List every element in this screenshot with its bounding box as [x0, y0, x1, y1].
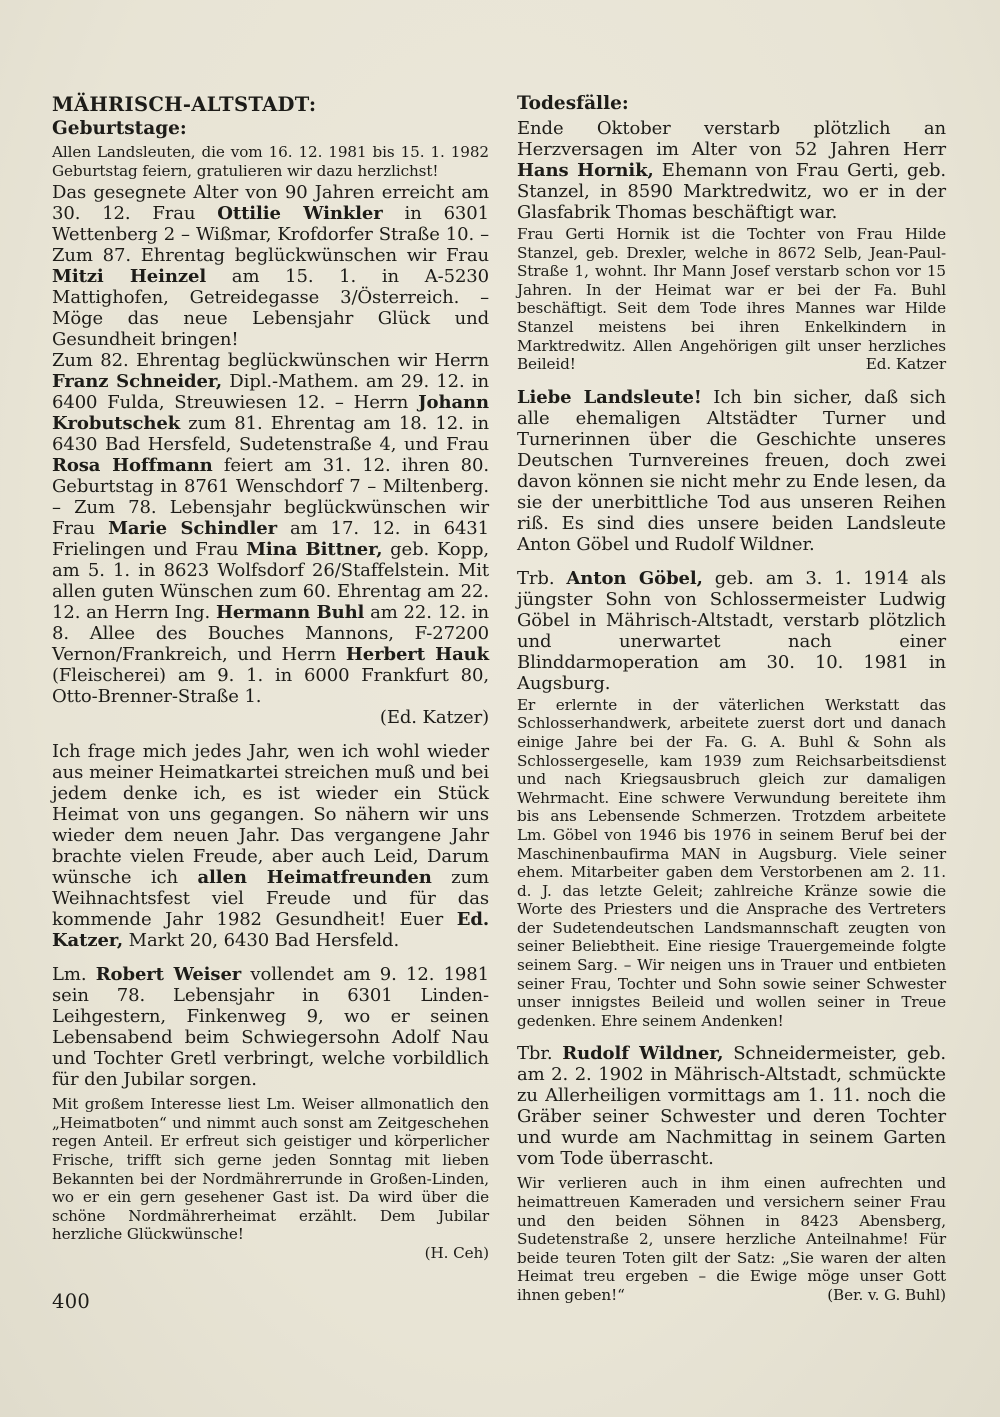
- text-run: Das gesegnete Alter von 90 Jahren erreicht am 30. 12. Frau: [52, 182, 489, 225]
- text-run: (Fleischerei) am 9. 1. in 6000 Frankfurt 80, Otto-Brenner-Straße 1.: [52, 665, 489, 708]
- paragraph-year-reflection: [52, 741, 489, 951]
- bold-name-text: Johann Krobutschek: [52, 392, 489, 435]
- bold-name-text: Mina Bittner,: [246, 539, 383, 561]
- text-run: Allen Landsleuten, die vom 16. 12. 1981 bis 15. 1. 1982 Geburtstag feiern, gratulieren wir dazu herzlichst!: [52, 143, 489, 180]
- paragraph-wildner-detail: [517, 1174, 946, 1304]
- paragraph-hornik-detail: [517, 225, 946, 374]
- text-run: Ich frage mich jedes Jahr, wen ich wohl wieder aus meiner Heimatkartei streichen muß und bei jedem denke ich, es ist wieder ein Stück Heimat von uns gegangen. So nähern wir uns wieder dem neuen Jahr. Das vergangene Jahr brachte vielen Freude, aber auch Leid, Darum wünsche ich: [52, 741, 489, 889]
- paragraph-goebel-detail: [517, 696, 946, 1031]
- inline-signature: Ed. Katzer: [865, 355, 946, 374]
- bold-name-text: Franz Schneider,: [52, 371, 223, 393]
- section-heading-maehrisch-altstadt: MÄHRISCH-ALTSTADT:: [52, 93, 317, 116]
- paragraph-rudolf-wildner: [517, 1043, 946, 1169]
- paragraph-birthdays-1: [52, 182, 489, 350]
- bold-name-text: Ed. Katzer,: [52, 909, 489, 952]
- text-run: Tbr.: [517, 1043, 563, 1065]
- page-number: 400: [52, 1290, 91, 1313]
- bold-name-text: Marie Schindler: [108, 518, 277, 540]
- paragraph-anton-goebel: [517, 568, 946, 694]
- text-run: Schneidermeister, geb. am 2. 2. 1902 in Mährisch-Altstadt, schmückte zu Allerheiligen vormittags am 1. 11. noch die Gräber seiner Schwester und deren Tochter und wurde am Nachmittag in seinem Garten vom Tode überrascht.: [517, 1043, 946, 1170]
- text-run: Trb.: [517, 567, 567, 589]
- text-run: zum Weihnachtsfest viel Freude und für das kommende Jahr 1982 Gesundheit! Euer: [52, 867, 489, 931]
- right-column: [517, 92, 946, 1305]
- text-run: geb. am 3. 1. 1914 als jüngster Sohn von Schlossermeister Ludwig Göbel in Mährisch-Altstadt, verstarb plötzlich und unerwartet nach einer Blinddarmoperation am 30. 10. 1981 in Augsburg.: [517, 567, 946, 694]
- text-run: Er erlernte in der väterlichen Werkstatt das Schlosserhandwerk, arbeitete zuerst dort und danach einige Jahre bei der Fa. G. A. Buhl & Sohn als Schlossergeselle, kam 1939 zum Reichsarbeitsdienst und nach Kriegsausbruch gleich zur damaligen Wehrmacht. Eine schwere Verwundung bereitete ihm bis ans Lebensende Schmerzen. Trotzdem arbeitete Lm. Göbel von 1946 bis 1976 in seinem Beruf bei der Maschinenbaufirma MAN in Augsburg. Viele seiner ehem. Mitarbeiter gaben dem Verstorbenen am 2. 11. d. J. das letzte Geleit; zahlreiche Kränze sowie die Worte des Priesters und die Ansprache des Vertreters der Sudetendeutschen Landsmannschaft zeugten von seiner Beliebtheit. Eine riesige Trauergemeinde folgte seinem Sarg. – Wir neigen uns in Trauer und entbieten seiner Frau, Tochter und Sohn sowie seiner Schwester unser innigstes Beileid und wollen seiner in Treue gedenken. Ehre seinem Andenken!: [517, 695, 946, 1030]
- text-run: am 22. 12. in 8. Allee des Bouches Mannons, F-27200 Vernon/Frankreich, und Herrn: [52, 602, 490, 666]
- bold-name-text: Anton Göbel,: [566, 567, 703, 589]
- paragraph-geburtstage-intro: [52, 143, 489, 180]
- paragraph-hans-hornik: [517, 118, 946, 223]
- text-run: Lm.: [52, 964, 96, 986]
- bold-name-text: Robert Weiser: [95, 964, 242, 986]
- text-run: Dipl.-Mathem. am 29. 12. in 6400 Fulda, Streuwiesen 12. – Herrn: [52, 371, 489, 414]
- text-run: geb. Kopp, am 5. 1. in 8623 Wolfsdorf 26/Staffelstein. Mit allen guten Wünschen zum 60. Ehrentag am 22. 12. an Herrn Ing.: [52, 539, 489, 624]
- bold-name-text: Hans Hornik,: [517, 160, 654, 181]
- bold-name-text: Rudolf Wildner,: [562, 1043, 724, 1065]
- text-run: am 15. 1. in A-5230 Mattighofen, Getreidegasse 3/Österreich. – Möge das neue Lebensjahr Glück und Gesundheit bringen!: [52, 266, 489, 351]
- bold-name-text: Mitzi Heinzel: [52, 266, 207, 288]
- bold-name-text: Ottilie Winkler: [217, 203, 383, 225]
- bold-name-text: Hermann Buhl: [215, 602, 365, 624]
- bold-name-text: Rosa Hoffmann: [52, 455, 213, 477]
- paragraph-birthdays-2: [52, 350, 489, 707]
- text-run: Mit großem Interesse liest Lm. Weiser allmonatlich den „Heimatboten“ und nimmt auch sonst am Zeitgeschehen regen Anteil. Er erfreut sich geistiger und körperlicher Frische, trifft sich gerne jeden Sonntag mit lieben Bekannten bei der Nordmährerrunde in Großen-Linden, wo er ein gern gesehener Gast ist. Da wird über die schöne Nordmährerheimat erzählt. Dem Jubilar herzliche Glückwünsche!: [52, 1095, 489, 1244]
- subheading-geburtstage: Geburtstage:: [52, 118, 187, 139]
- signature-ed-katzer: (Ed. Katzer): [379, 707, 489, 729]
- paragraph-liebe-landsleute: [517, 387, 946, 555]
- left-column: [52, 92, 489, 1305]
- paragraph-robert-weiser: [52, 964, 489, 1090]
- text-run: Ehemann von Frau Gerti, geb. Stanzel, in 8590 Marktredwitz, wo er in der Glasfabrik Thomas beschäftigt war.: [517, 160, 946, 223]
- bold-name-text: Liebe Landsleute!: [517, 386, 702, 408]
- text-run: zum 81. Ehrentag am 18. 12. in 6430 Bad Hersfeld, Sudetenstraße 4, und Frau: [52, 413, 489, 456]
- text-run: in 6301 Wettenberg 2 – Wißmar, Krofdorfer Straße 10. – Zum 87. Ehrentag beglückwünschen wir Frau: [52, 203, 489, 267]
- signature-h-ceh: (H. Ceh): [424, 1243, 489, 1262]
- text-run: Ende Oktober verstarb plötzlich an Herzversagen im Alter von 52 Jahren Herr: [517, 118, 946, 160]
- text-run: Markt 20, 6430 Bad Hersfeld.: [123, 930, 400, 952]
- text-run: feiert am 31. 12. ihren 80. Geburtstag in 8761 Wenschdorf 7 – Miltenberg. – Zum 78. Lebensjahr beglückwünschen wir Frau: [52, 455, 489, 540]
- bold-name-text: Herbert Hauk: [345, 644, 489, 666]
- text-run: vollendet am 9. 12. 1981 sein 78. Lebensjahr in 6301 Linden-Leihgestern, Finkenweg 9, wo er seinen Lebensabend beim Schwiegersohn Adolf Nau und Tochter Gretl verbringt, welche vorbildlich für den Jubilar sorgen.: [52, 964, 489, 1091]
- text-run: Frau Gerti Hornik ist die Tochter von Frau Hilde Stanzel, geb. Drexler, welche in 8672 Selb, Jean-Paul-Straße 1, wohnt. Ihr Mann Josef verstarb schon vor 15 Jahren. In der Heimat war er bei der Fa. Buhl beschäftigt. Seit dem Tode ihres Mannes war Hilde Stanzel meistens bei ihren Enkelkindern in Marktredwitz. Allen Angehörigen gilt unser herzliches Beileid!: [517, 225, 946, 374]
- text-run: Ich bin sicher, daß sich alle ehemaligen Altstädter Turner und Turnerinnen über die Geschichte unseres Deutschen Turnvereines freuen, doch zwei davon können sie nicht mehr zu Ende lesen, da sie der unerbittliche Tod aus unseren Reihen riß. Es sind dies unsere beiden Landsleute Anton Göbel und Rudolf Wildner.: [517, 386, 946, 555]
- text-run: Zum 82. Ehrentag beglückwünschen wir Herrn: [52, 350, 489, 372]
- text-run: am 17. 12. in 6431 Frielingen und Frau: [52, 518, 490, 561]
- inline-signature: (Ber. v. G. Buhl): [827, 1286, 946, 1304]
- subheading-todesfaelle: Todesfälle:: [517, 93, 629, 114]
- bold-name-text: allen Heimatfreunden: [197, 867, 432, 889]
- paragraph-weiser-detail: [52, 1095, 489, 1244]
- text-run: Wir verlieren auch in ihm einen aufrechten und heimattreuen Kameraden und versichern seiner Frau und den beiden Söhnen in 8423 Abensberg, Sudetenstraße 2, unsere herzliche Anteilnahme! Für beide teuren Toten gilt der Satz: „Sie waren der alten Heimat treu ergeben – die Ewige möge unser Gott ihnen geben!“: [517, 1174, 946, 1304]
